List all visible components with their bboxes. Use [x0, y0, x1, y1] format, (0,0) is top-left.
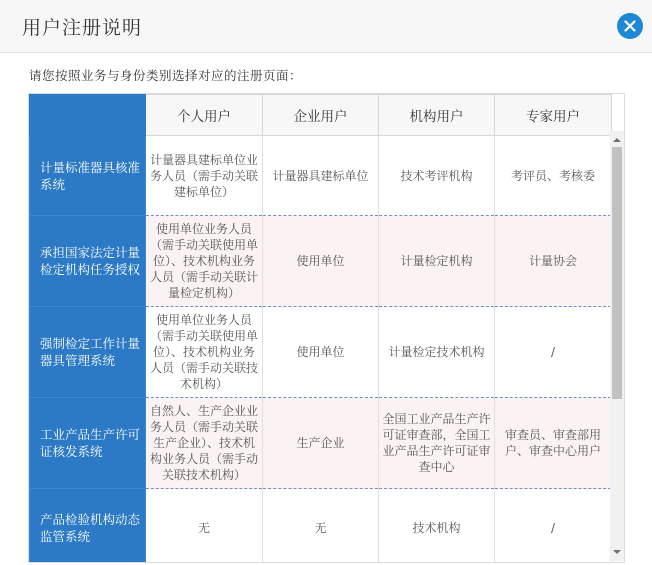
table-cell[interactable]: 计量检定机构	[379, 216, 495, 307]
dialog-title-bar	[0, 0, 652, 53]
dialog-title: 用户注册说明	[22, 17, 143, 39]
scrollbar-thumb[interactable]	[612, 147, 622, 399]
table-cell[interactable]: 考评员、考核委	[495, 136, 612, 216]
system-name[interactable]: 承担国家法定计量检定机构任务授权	[30, 216, 146, 307]
table-cell[interactable]: /	[495, 307, 612, 398]
table-cell[interactable]: 使用单位业务人员（需手动关联使用单位）、技术机构业务人员（需手动关联技术机构）	[146, 307, 263, 398]
table-cell[interactable]: 审查员、审查部用户、审查中心用户	[495, 398, 612, 489]
system-name[interactable]: 计量标准器具核准系统	[30, 136, 146, 216]
scroll-down-arrow-icon[interactable]	[610, 545, 624, 559]
table-cell[interactable]: 无	[263, 489, 379, 564]
vertical-scrollbar[interactable]	[610, 131, 624, 561]
registration-table	[29, 94, 612, 563]
intro-text: 请您按照业务与身份类别选择对应的注册页面：	[29, 68, 303, 83]
table-cell[interactable]: 计量器具建标单位	[263, 136, 379, 216]
scroll-up-arrow-icon[interactable]	[610, 133, 624, 147]
column-header-enterprise: 企业用户	[263, 95, 379, 136]
table-cell[interactable]: 生产企业	[263, 398, 379, 489]
table-cell[interactable]: 技术机构	[379, 489, 495, 564]
system-name[interactable]: 强制检定工作计量器具管理系统	[30, 307, 146, 398]
table-row	[30, 398, 612, 489]
table-row	[30, 216, 612, 307]
table-header-row	[30, 95, 612, 136]
table-cell[interactable]: 自然人、生产企业业务人员（需手动关联生产企业）、技术机构业务人员（需手动关联技术机构）	[146, 398, 263, 489]
table-row	[30, 307, 612, 398]
close-icon	[624, 20, 636, 32]
table-cell[interactable]: 计量协会	[495, 216, 612, 307]
table-cell[interactable]: 无	[146, 489, 263, 564]
table-cell[interactable]: 技术考评机构	[379, 136, 495, 216]
table-cell[interactable]: 使用单位	[263, 307, 379, 398]
table-cell[interactable]: 全国工业产品生产许可证审查部，全国工业产品生产许可证审查中心	[379, 398, 495, 489]
column-header-expert: 专家用户	[495, 95, 612, 136]
column-header-personal: 个人用户	[146, 95, 263, 136]
table-cell[interactable]: 使用单位业务人员（需手动关联使用单位）、技术机构业务人员（需手动关联计量检定机构）	[146, 216, 263, 307]
table-row	[30, 136, 612, 216]
table-cell[interactable]: 使用单位	[263, 216, 379, 307]
close-button[interactable]	[617, 13, 643, 39]
system-name[interactable]: 产品检验机构动态监管系统	[30, 489, 146, 564]
table-header-corner	[30, 95, 146, 136]
table-row	[30, 489, 612, 564]
table-cell[interactable]: 计量检定技术机构	[379, 307, 495, 398]
table-cell[interactable]: 计量器具建标单位业务人员（需手动关联建标单位）	[146, 136, 263, 216]
column-header-institution: 机构用户	[379, 95, 495, 136]
table-cell[interactable]: /	[495, 489, 612, 564]
system-name[interactable]: 工业产品生产许可证核发系统	[30, 398, 146, 489]
registration-table-container[interactable]	[28, 93, 625, 563]
